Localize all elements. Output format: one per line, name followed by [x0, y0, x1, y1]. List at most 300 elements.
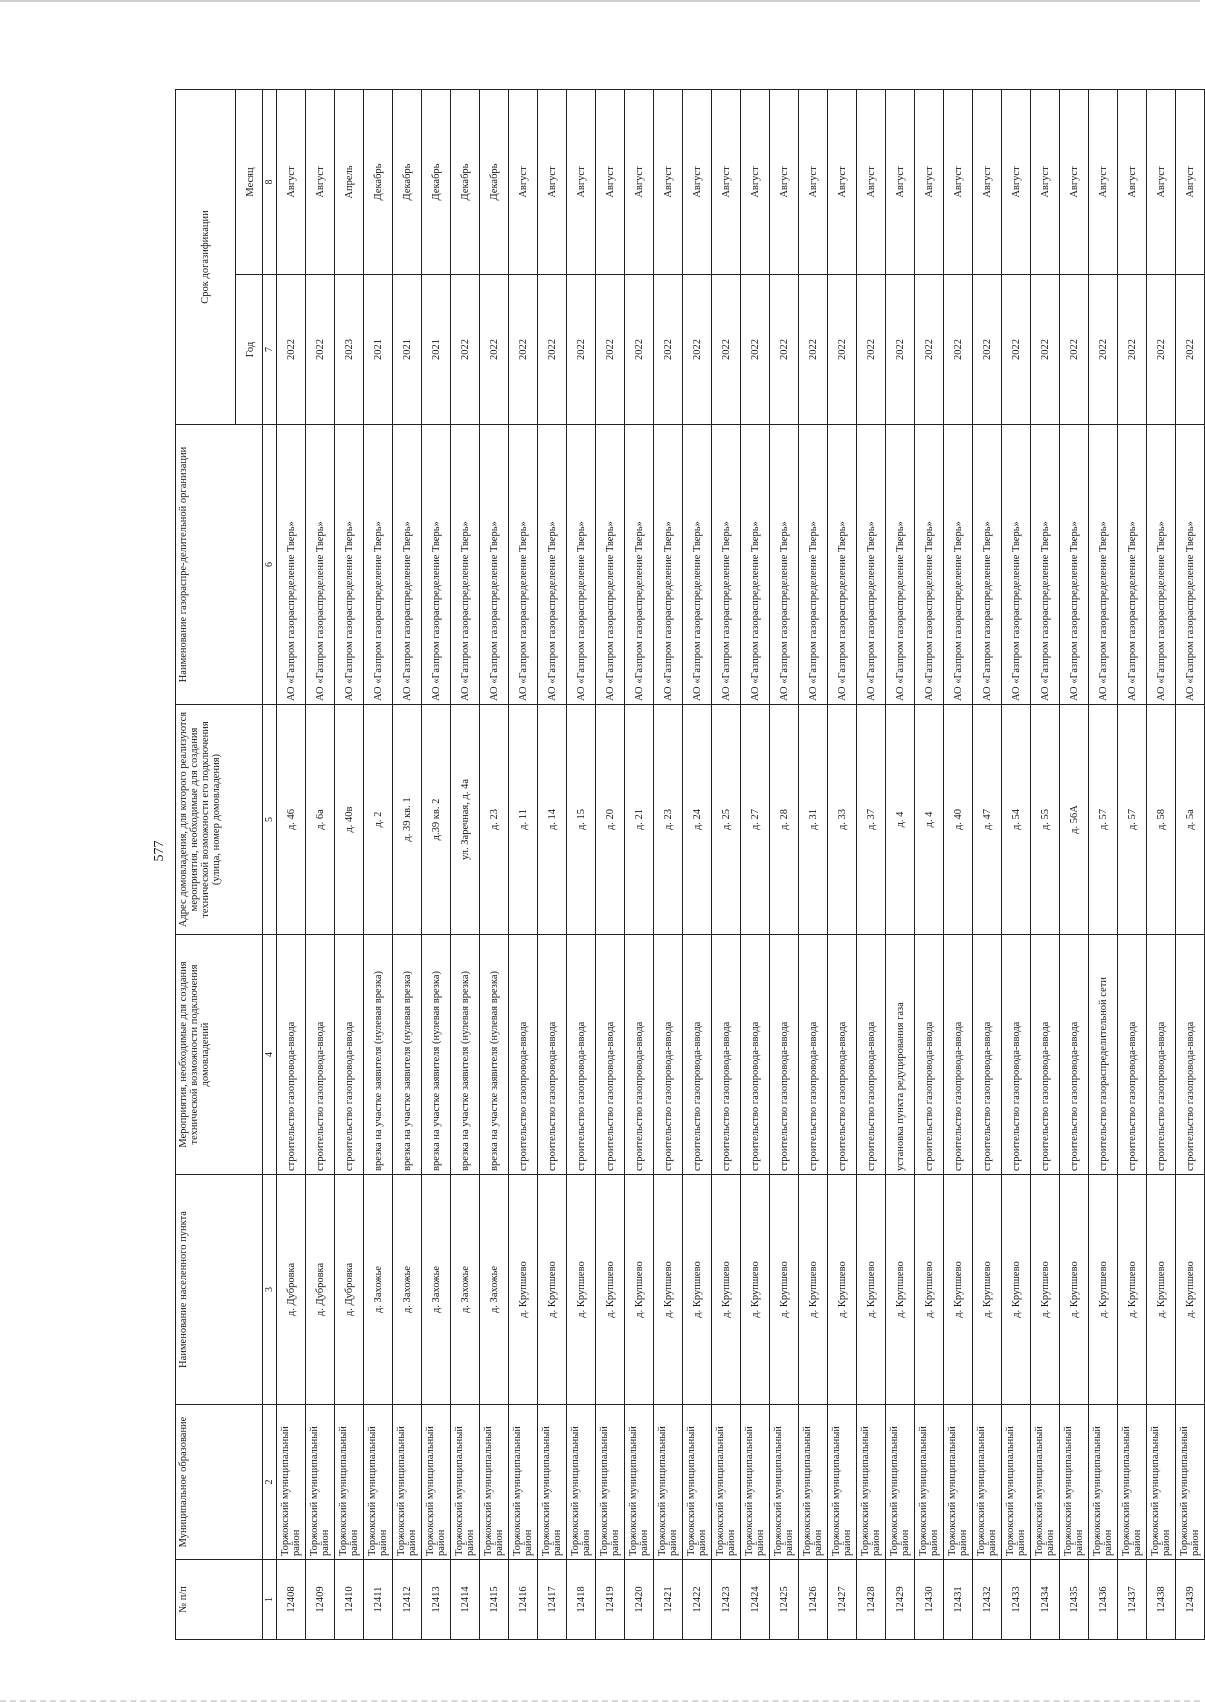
settlement-cell: д. Крупшево	[944, 1175, 973, 1405]
column-number: 8	[263, 89, 277, 274]
municipality-cell: Торжокский муниципальный район	[915, 1405, 944, 1560]
month-cell: Август	[306, 89, 335, 274]
table-body	[277, 89, 1205, 1639]
organization-cell: АО «Газпром газораспределение Тверь»	[1147, 425, 1176, 705]
address-cell: д. 54	[1002, 705, 1031, 935]
municipality-cell: Торжокский муниципальный район	[480, 1405, 509, 1560]
organization-cell: АО «Газпром газораспределение Тверь»	[1002, 425, 1031, 705]
settlement-cell: д. Захожье	[422, 1175, 451, 1405]
month-cell: Август	[712, 89, 741, 274]
table-row	[654, 89, 683, 1639]
settlement-cell: д. Крупшево	[509, 1175, 538, 1405]
year-cell: 2022	[799, 275, 828, 425]
organization-cell: АО «Газпром газораспределение Тверь»	[915, 425, 944, 705]
row-number: 12426	[799, 1560, 828, 1640]
settlement-cell: д. Дубровка	[335, 1175, 364, 1405]
organization-cell: АО «Газпром газораспределение Тверь»	[1031, 425, 1060, 705]
measure-cell: строительство газопровода-ввода	[741, 935, 770, 1175]
month-cell: Август	[770, 89, 799, 274]
header-year: Год	[236, 275, 263, 425]
address-cell: д. 25	[712, 705, 741, 935]
municipality-cell: Торжокский муниципальный район	[364, 1405, 393, 1560]
table-row	[393, 89, 422, 1639]
table-row	[944, 89, 973, 1639]
organization-cell: АО «Газпром газораспределение Тверь»	[538, 425, 567, 705]
registry-table	[175, 89, 1205, 1640]
address-cell: д. 28	[770, 705, 799, 935]
year-cell: 2022	[277, 275, 306, 425]
settlement-cell: д. Крупшево	[712, 1175, 741, 1405]
year-cell: 2022	[973, 275, 1002, 425]
measure-cell: строительство газопровода-ввода	[1176, 935, 1205, 1175]
year-cell: 2022	[915, 275, 944, 425]
measure-cell: установка пункта редуцирования газа	[886, 935, 915, 1175]
measure-cell: строительство газопровода-ввода	[654, 935, 683, 1175]
address-cell: д. 39 кв. 1	[393, 705, 422, 935]
row-number: 12415	[480, 1560, 509, 1640]
settlement-cell: д. Захожье	[451, 1175, 480, 1405]
year-cell: 2022	[1147, 275, 1176, 425]
rotated-table-container	[175, 90, 1201, 1640]
organization-cell: АО «Газпром газораспределение Тверь»	[857, 425, 886, 705]
year-cell: 2022	[886, 275, 915, 425]
table-row	[509, 89, 538, 1639]
month-cell: Декабрь	[451, 89, 480, 274]
row-number: 12409	[306, 1560, 335, 1640]
year-cell: 2022	[451, 275, 480, 425]
month-cell: Август	[277, 89, 306, 274]
table-row	[1176, 89, 1205, 1639]
row-number: 12430	[915, 1560, 944, 1640]
row-number: 12411	[364, 1560, 393, 1640]
municipality-cell: Торжокский муниципальный район	[944, 1405, 973, 1560]
organization-cell: АО «Газпром газораспределение Тверь»	[596, 425, 625, 705]
month-cell: Декабрь	[393, 89, 422, 274]
address-cell: д. 4	[886, 705, 915, 935]
year-cell: 2022	[596, 275, 625, 425]
month-cell: Август	[741, 89, 770, 274]
municipality-cell: Торжокский муниципальный район	[828, 1405, 857, 1560]
year-cell: 2022	[538, 275, 567, 425]
settlement-cell: д. Крупшево	[1060, 1175, 1089, 1405]
measure-cell: строительство газопровода-ввода	[567, 935, 596, 1175]
measure-cell: строительство газопровода-ввода	[596, 935, 625, 1175]
month-cell: Август	[1176, 89, 1205, 274]
settlement-cell: д. Захожье	[480, 1175, 509, 1405]
measure-cell: строительство газораспределительной сети	[1089, 935, 1118, 1175]
row-number: 12419	[596, 1560, 625, 1640]
settlement-cell: д. Крупшево	[741, 1175, 770, 1405]
row-number: 12437	[1118, 1560, 1147, 1640]
year-cell: 2022	[306, 275, 335, 425]
month-cell: Август	[886, 89, 915, 274]
month-cell: Август	[799, 89, 828, 274]
address-cell: д. 57	[1089, 705, 1118, 935]
settlement-cell: д. Захожье	[393, 1175, 422, 1405]
table-row	[712, 89, 741, 1639]
year-cell: 2022	[1002, 275, 1031, 425]
measure-cell: строительство газопровода-ввода	[306, 935, 335, 1175]
table-row	[683, 89, 712, 1639]
municipality-cell: Торжокский муниципальный район	[799, 1405, 828, 1560]
municipality-cell: Торжокский муниципальный район	[1060, 1405, 1089, 1560]
municipality-cell: Торжокский муниципальный район	[654, 1405, 683, 1560]
address-cell: д. 37	[857, 705, 886, 935]
municipality-cell: Торжокский муниципальный район	[277, 1405, 306, 1560]
municipality-cell: Торжокский муниципальный район	[1002, 1405, 1031, 1560]
municipality-cell: Торжокский муниципальный район	[857, 1405, 886, 1560]
table-row	[973, 89, 1002, 1639]
row-number: 12423	[712, 1560, 741, 1640]
header-settlement: Наименование населенного пункта	[176, 1175, 263, 1405]
measure-cell: строительство газопровода-ввода	[538, 935, 567, 1175]
month-cell: Август	[944, 89, 973, 274]
measure-cell: строительство газопровода-ввода	[335, 935, 364, 1175]
column-number: 7	[263, 275, 277, 425]
organization-cell: АО «Газпром газораспределение Тверь»	[770, 425, 799, 705]
address-cell: д. 4	[915, 705, 944, 935]
table-row	[1147, 89, 1176, 1639]
municipality-cell: Торжокский муниципальный район	[1031, 1405, 1060, 1560]
measure-cell: строительство газопровода-ввода	[625, 935, 654, 1175]
table-row	[596, 89, 625, 1639]
month-cell: Декабрь	[422, 89, 451, 274]
row-number: 12424	[741, 1560, 770, 1640]
header-gasification-term: Срок догазификации	[176, 89, 236, 424]
year-cell: 2021	[364, 275, 393, 425]
measure-cell: строительство газопровода-ввода	[857, 935, 886, 1175]
organization-cell: АО «Газпром газораспределение Тверь»	[451, 425, 480, 705]
row-number: 12418	[567, 1560, 596, 1640]
settlement-cell: д. Крупшево	[683, 1175, 712, 1405]
month-cell: Август	[915, 89, 944, 274]
municipality-cell: Торжокский муниципальный район	[683, 1405, 712, 1560]
table-row	[364, 89, 393, 1639]
settlement-cell: д. Крупшево	[1089, 1175, 1118, 1405]
measure-cell: строительство газопровода-ввода	[1147, 935, 1176, 1175]
address-cell: д.39 кв. 2	[422, 705, 451, 935]
row-number: 12434	[1031, 1560, 1060, 1640]
municipality-cell: Торжокский муниципальный район	[1089, 1405, 1118, 1560]
row-number: 12428	[857, 1560, 886, 1640]
table-row	[1002, 89, 1031, 1639]
year-cell: 2022	[683, 275, 712, 425]
column-number: 2	[263, 1405, 277, 1560]
settlement-cell: д. Дубровка	[277, 1175, 306, 1405]
measure-cell: строительство газопровода-ввода	[915, 935, 944, 1175]
month-cell: Август	[567, 89, 596, 274]
settlement-cell: д. Крупшево	[1002, 1175, 1031, 1405]
row-number: 12425	[770, 1560, 799, 1640]
organization-cell: АО «Газпром газораспределение Тверь»	[567, 425, 596, 705]
row-number: 12427	[828, 1560, 857, 1640]
organization-cell: АО «Газпром газораспределение Тверь»	[364, 425, 393, 705]
organization-cell: АО «Газпром газораспределение Тверь»	[625, 425, 654, 705]
municipality-cell: Торжокский муниципальный район	[451, 1405, 480, 1560]
row-number: 12421	[654, 1560, 683, 1640]
month-cell: Август	[538, 89, 567, 274]
municipality-cell: Торжокский муниципальный район	[422, 1405, 451, 1560]
table-row	[567, 89, 596, 1639]
month-cell: Декабрь	[364, 89, 393, 274]
measure-cell: строительство газопровода-ввода	[973, 935, 1002, 1175]
header-address: Адрес домовладения, для которого реализуются мероприятия, необходимые для создания технической возможности его подключения (улица, номер домовладения)	[176, 705, 263, 935]
municipality-cell: Торжокский муниципальный район	[306, 1405, 335, 1560]
row-number: 12435	[1060, 1560, 1089, 1640]
row-number: 12414	[451, 1560, 480, 1640]
address-cell: д. 47	[973, 705, 1002, 935]
municipality-cell: Торжокский муниципальный район	[1118, 1405, 1147, 1560]
column-number: 4	[263, 935, 277, 1175]
month-cell: Август	[596, 89, 625, 274]
measure-cell: строительство газопровода-ввода	[1002, 935, 1031, 1175]
measure-cell: строительство газопровода-ввода	[1118, 935, 1147, 1175]
month-cell: Август	[654, 89, 683, 274]
organization-cell: АО «Газпром газораспределение Тверь»	[1060, 425, 1089, 705]
year-cell: 2022	[625, 275, 654, 425]
measure-cell: строительство газопровода-ввода	[770, 935, 799, 1175]
settlement-cell: д. Крупшево	[1176, 1175, 1205, 1405]
organization-cell: АО «Газпром газораспределение Тверь»	[393, 425, 422, 705]
settlement-cell: д. Крупшево	[654, 1175, 683, 1405]
organization-cell: АО «Газпром газораспределение Тверь»	[480, 425, 509, 705]
column-number: 5	[263, 705, 277, 935]
organization-cell: АО «Газпром газораспределение Тверь»	[306, 425, 335, 705]
municipality-cell: Торжокский муниципальный район	[567, 1405, 596, 1560]
year-cell: 2021	[393, 275, 422, 425]
month-cell: Август	[683, 89, 712, 274]
month-cell: Август	[1031, 89, 1060, 274]
month-cell: Август	[1118, 89, 1147, 274]
measure-cell: врезка на участке заявителя (нулевая врезка)	[393, 935, 422, 1175]
measure-cell: врезка на участке заявителя (нулевая врезка)	[451, 935, 480, 1175]
row-number: 12412	[393, 1560, 422, 1640]
table-row	[1118, 89, 1147, 1639]
address-cell: д. 24	[683, 705, 712, 935]
table-row	[1031, 89, 1060, 1639]
settlement-cell: д. Крупшево	[625, 1175, 654, 1405]
organization-cell: АО «Газпром газораспределение Тверь»	[741, 425, 770, 705]
table-row	[828, 89, 857, 1639]
measure-cell: врезка на участке заявителя (нулевая врезка)	[364, 935, 393, 1175]
row-number: 12417	[538, 1560, 567, 1640]
row-number: 12433	[1002, 1560, 1031, 1640]
header-measures: Мероприятия, необходимые для создания технической возможности подключения домовладений	[176, 935, 263, 1175]
address-cell: д. 15	[567, 705, 596, 935]
address-cell: д. 27	[741, 705, 770, 935]
measure-cell: строительство газопровода-ввода	[1060, 935, 1089, 1175]
settlement-cell: д. Дубровка	[306, 1175, 335, 1405]
settlement-cell: д. Крупшево	[857, 1175, 886, 1405]
organization-cell: АО «Газпром газораспределение Тверь»	[277, 425, 306, 705]
month-cell: Апрель	[335, 89, 364, 274]
table-header	[176, 89, 277, 1639]
table-row	[277, 89, 306, 1639]
address-cell: д. 31	[799, 705, 828, 935]
settlement-cell: д. Крупшево	[886, 1175, 915, 1405]
row-number: 12410	[335, 1560, 364, 1640]
measure-cell: строительство газопровода-ввода	[944, 935, 973, 1175]
municipality-cell: Торжокский муниципальный район	[712, 1405, 741, 1560]
row-number: 12431	[944, 1560, 973, 1640]
table-row	[451, 89, 480, 1639]
table-row	[770, 89, 799, 1639]
settlement-cell: д. Крупшево	[770, 1175, 799, 1405]
address-cell: д. 11	[509, 705, 538, 935]
row-number: 12413	[422, 1560, 451, 1640]
address-cell: д. 57	[1118, 705, 1147, 935]
settlement-cell: д. Крупшево	[828, 1175, 857, 1405]
year-cell: 2022	[509, 275, 538, 425]
month-cell: Август	[1002, 89, 1031, 274]
municipality-cell: Торжокский муниципальный район	[770, 1405, 799, 1560]
address-cell: д. 46	[277, 705, 306, 935]
address-cell: д. 55	[1031, 705, 1060, 935]
month-cell: Август	[625, 89, 654, 274]
settlement-cell: д. Крупшево	[915, 1175, 944, 1405]
table-row	[741, 89, 770, 1639]
table-row	[886, 89, 915, 1639]
measure-cell: строительство газопровода-ввода	[509, 935, 538, 1175]
organization-cell: АО «Газпром газораспределение Тверь»	[509, 425, 538, 705]
measure-cell: строительство газопровода-ввода	[1031, 935, 1060, 1175]
municipality-cell: Торжокский муниципальный район	[886, 1405, 915, 1560]
header-number: № п/п	[176, 1560, 263, 1640]
year-cell: 2022	[741, 275, 770, 425]
settlement-cell: д. Крупшево	[1118, 1175, 1147, 1405]
year-cell: 2022	[480, 275, 509, 425]
table-row	[915, 89, 944, 1639]
row-number: 12422	[683, 1560, 712, 1640]
measure-cell: врезка на участке заявителя (нулевая врезка)	[480, 935, 509, 1175]
address-cell: д. 14	[538, 705, 567, 935]
row-number: 12438	[1147, 1560, 1176, 1640]
table-row	[799, 89, 828, 1639]
year-cell: 2021	[422, 275, 451, 425]
year-cell: 2023	[335, 275, 364, 425]
month-cell: Август	[1089, 89, 1118, 274]
table-row	[538, 89, 567, 1639]
address-cell: д. 23	[480, 705, 509, 935]
settlement-cell: д. Крупшево	[1031, 1175, 1060, 1405]
municipality-cell: Торжокский муниципальный район	[538, 1405, 567, 1560]
row-number: 12436	[1089, 1560, 1118, 1640]
address-cell: д. 58	[1147, 705, 1176, 935]
year-cell: 2022	[1176, 275, 1205, 425]
measure-cell: строительство газопровода-ввода	[277, 935, 306, 1175]
measure-cell: врезка на участке заявителя (нулевая врезка)	[422, 935, 451, 1175]
header-municipality: Муниципальное образование	[176, 1405, 263, 1560]
address-cell: д. 40	[944, 705, 973, 935]
measure-cell: строительство газопровода-ввода	[712, 935, 741, 1175]
organization-cell: АО «Газпром газораспределение Тверь»	[1089, 425, 1118, 705]
year-cell: 2022	[1089, 275, 1118, 425]
address-cell: д. 2	[364, 705, 393, 935]
row-number: 12429	[886, 1560, 915, 1640]
month-cell: Август	[1147, 89, 1176, 274]
row-number: 12439	[1176, 1560, 1205, 1640]
year-cell: 2022	[1031, 275, 1060, 425]
table-row	[306, 89, 335, 1639]
measure-cell: строительство газопровода-ввода	[683, 935, 712, 1175]
address-cell: д. 33	[828, 705, 857, 935]
organization-cell: АО «Газпром газораспределение Тверь»	[799, 425, 828, 705]
year-cell: 2022	[712, 275, 741, 425]
month-cell: Август	[828, 89, 857, 274]
column-number: 1	[263, 1560, 277, 1640]
year-cell: 2022	[1118, 275, 1147, 425]
row-number: 12416	[509, 1560, 538, 1640]
year-cell: 2022	[828, 275, 857, 425]
settlement-cell: д. Крупшево	[973, 1175, 1002, 1405]
address-cell: д. 21	[625, 705, 654, 935]
month-cell: Август	[857, 89, 886, 274]
address-cell: д. 23	[654, 705, 683, 935]
organization-cell: АО «Газпром газораспределение Тверь»	[712, 425, 741, 705]
month-cell: Декабрь	[480, 89, 509, 274]
organization-cell: АО «Газпром газораспределение Тверь»	[1118, 425, 1147, 705]
table-row	[857, 89, 886, 1639]
year-cell: 2022	[770, 275, 799, 425]
column-number: 3	[263, 1175, 277, 1405]
municipality-cell: Торжокский муниципальный район	[973, 1405, 1002, 1560]
table-row	[1060, 89, 1089, 1639]
column-number: 6	[263, 425, 277, 705]
address-cell: д. 40в	[335, 705, 364, 935]
row-number: 12408	[277, 1560, 306, 1640]
header-organization: Наименование газораспре-делительной организации	[176, 425, 263, 705]
address-cell: д. 6а	[306, 705, 335, 935]
address-cell: д. 20	[596, 705, 625, 935]
municipality-cell: Торжокский муниципальный район	[1147, 1405, 1176, 1560]
organization-cell: АО «Газпром газораспределение Тверь»	[973, 425, 1002, 705]
row-number: 12432	[973, 1560, 1002, 1640]
settlement-cell: д. Крупшево	[1147, 1175, 1176, 1405]
organization-cell: АО «Газпром газораспределение Тверь»	[944, 425, 973, 705]
settlement-cell: д. Крупшево	[799, 1175, 828, 1405]
organization-cell: АО «Газпром газораспределение Тверь»	[422, 425, 451, 705]
page-number: 577	[152, 840, 167, 862]
measure-cell: строительство газопровода-ввода	[828, 935, 857, 1175]
year-cell: 2022	[857, 275, 886, 425]
header-month: Месяц	[236, 89, 263, 274]
year-cell: 2022	[567, 275, 596, 425]
organization-cell: АО «Газпром газораспределение Тверь»	[1176, 425, 1205, 705]
month-cell: Август	[973, 89, 1002, 274]
table-row	[480, 89, 509, 1639]
municipality-cell: Торжокский муниципальный район	[509, 1405, 538, 1560]
address-cell: д. 56А	[1060, 705, 1089, 935]
settlement-cell: д. Крупшево	[567, 1175, 596, 1405]
month-cell: Август	[509, 89, 538, 274]
municipality-cell: Торжокский муниципальный район	[1176, 1405, 1205, 1560]
organization-cell: АО «Газпром газораспределение Тверь»	[335, 425, 364, 705]
address-cell: д. 5а	[1176, 705, 1205, 935]
organization-cell: АО «Газпром газораспределение Тверь»	[828, 425, 857, 705]
organization-cell: АО «Газпром газораспределение Тверь»	[654, 425, 683, 705]
row-number: 12420	[625, 1560, 654, 1640]
column-numbers-row	[263, 89, 277, 1639]
table-row	[422, 89, 451, 1639]
year-cell: 2022	[1060, 275, 1089, 425]
year-cell: 2022	[944, 275, 973, 425]
municipality-cell: Торжокский муниципальный район	[596, 1405, 625, 1560]
month-cell: Август	[1060, 89, 1089, 274]
municipality-cell: Торжокский муниципальный район	[625, 1405, 654, 1560]
table-row	[625, 89, 654, 1639]
settlement-cell: д. Крупшево	[538, 1175, 567, 1405]
table-row	[335, 89, 364, 1639]
